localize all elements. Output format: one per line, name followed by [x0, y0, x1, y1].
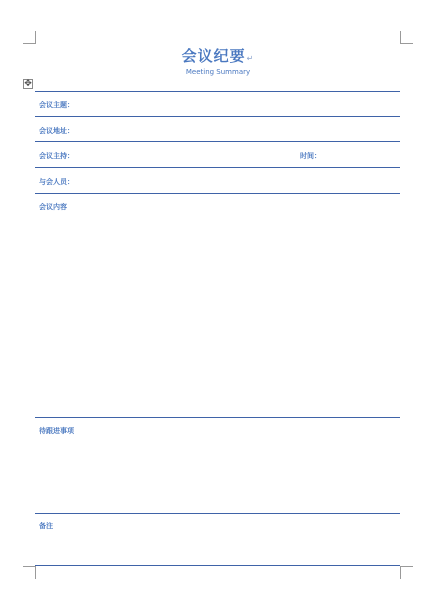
table-rule: [35, 513, 400, 514]
document-subtitle: Meeting Summary: [185, 68, 251, 76]
document-title: [0, 45, 436, 66]
move-arrows-icon[interactable]: ✥: [24, 79, 32, 89]
notes-label: 备注: [39, 522, 53, 530]
crop-mark-bottom-right: [400, 566, 413, 579]
table-rule: [35, 167, 400, 168]
todo-label: 待跟进事项: [39, 427, 74, 435]
table-rule-top: [35, 91, 400, 92]
table-rule-bottom: [35, 565, 400, 566]
paragraph-mark-icon: ↵: [246, 54, 255, 63]
table-rule: [35, 141, 400, 142]
table-rule: [35, 417, 400, 418]
attendees-label: 与会人员：: [39, 178, 74, 186]
crop-mark-top-left: [23, 31, 36, 44]
crop-mark-top-right: [400, 31, 413, 44]
crop-mark-bottom-left: [23, 566, 36, 579]
table-rule: [35, 193, 400, 194]
host-label: 会议主持：: [39, 152, 74, 160]
location-label: 会议地址：: [39, 127, 74, 135]
content-label: 会议内容: [39, 203, 67, 211]
time-label: 时间：: [300, 152, 321, 160]
title-text: 会议纪要: [181, 47, 246, 65]
topic-label: 会议主题：: [39, 101, 74, 109]
table-rule: [35, 116, 400, 117]
